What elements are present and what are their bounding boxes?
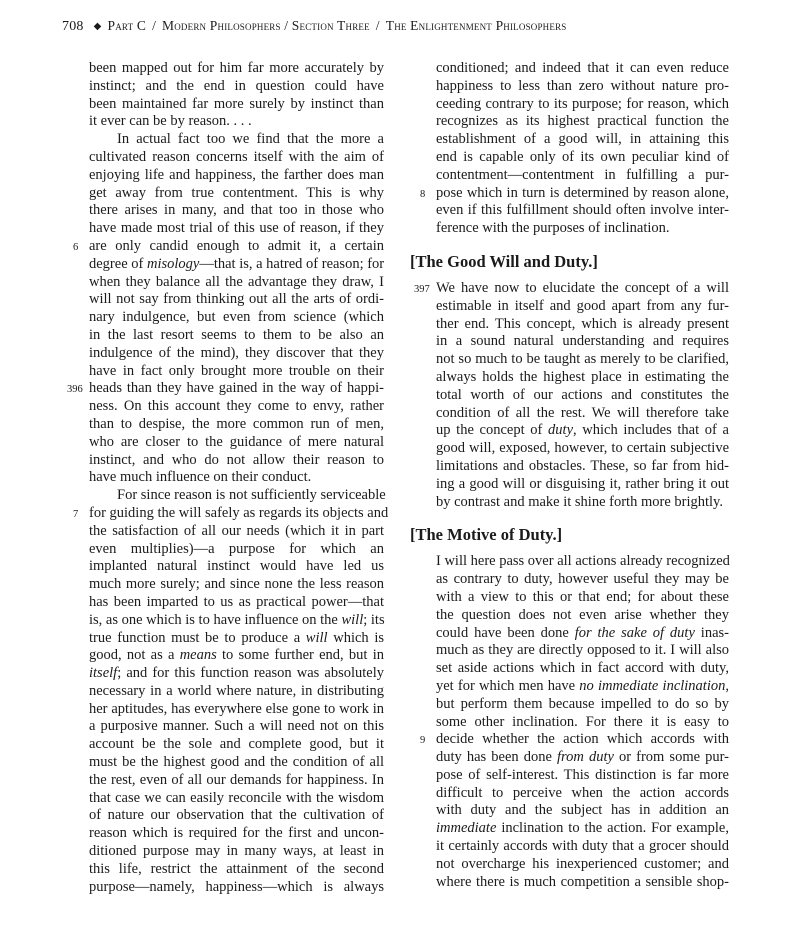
- text-line: always holds the highest place in estimating the: [436, 368, 729, 385]
- text-line: ing a good will or disguising it, rather bring it out: [436, 475, 729, 492]
- text-line: even if this fulfillment should often involve inter-: [436, 202, 729, 219]
- text-line: For since reason is not sufficiently serviceable: [117, 487, 386, 504]
- header-part: Part C: [107, 18, 147, 33]
- page-number: 708: [62, 19, 84, 34]
- text-line: limitations and obstacles. These, so far from hid-: [436, 457, 729, 474]
- text-line: ference with the purposes of inclination.: [436, 220, 670, 237]
- text-line: not overcharge his inexperienced customer; and: [436, 855, 729, 872]
- text-line: in a sound natural understanding and requires: [436, 333, 729, 350]
- text-line: ther end. This concept, which is already present: [436, 315, 729, 332]
- text-line: the rest, even of all our demands for happiness. In: [89, 771, 384, 788]
- diamond-ornament-icon: ◆: [93, 21, 102, 32]
- text-line: indulgence of the mind), they discover that they: [89, 344, 384, 361]
- text-line: conditioned; and indeed that it can even reduce: [436, 60, 729, 76]
- text-line: get away from true contentment. This is why: [89, 184, 384, 201]
- text-line: good, not as a means to some further end, but in: [89, 647, 384, 664]
- text-line: much as they are directly opposed to it. I will also: [436, 642, 729, 659]
- section-body-motive-of-duty: [420, 553, 730, 891]
- text-line: true function must be to produce a will which is: [89, 629, 384, 646]
- text-line: yet for which men have no immediate inclination,: [436, 677, 729, 694]
- text-line: degree of misology—that is, a hatred of reason; for: [89, 255, 385, 272]
- text-line: must be the highest good and the condition of all: [89, 754, 384, 771]
- text-line: cultivated reason concerns itself with the aim of: [89, 148, 384, 165]
- right-column-intro: [420, 60, 729, 238]
- text-line: decide whether the action which accords with 9: [436, 731, 729, 749]
- text-line: In actual fact too we find that the more a: [117, 131, 384, 148]
- text-line: condition of all the rest. We will therefore take: [436, 404, 729, 421]
- text-line: a purposive manner. Such a will need not on this: [89, 718, 384, 735]
- header-title: The Enlightenment Philosophers: [385, 18, 567, 33]
- text-line: good will, exposed, however, to certain subjective: [436, 440, 729, 457]
- text-line: has been imparted to us as practical power—that: [89, 593, 384, 610]
- text-line: itself; and for this function reason was absolutely: [89, 665, 384, 682]
- text-line: ceeding contrary to its purpose; for reason, which: [436, 95, 729, 112]
- marginal-page-number: 9: [420, 735, 426, 747]
- left-column: [67, 60, 389, 896]
- text-line: We have now to elucidate the concept of a will 397: [436, 280, 729, 298]
- text-line: when they balance all the advantage they draw, I: [89, 273, 384, 290]
- text-line: set aside actions which in fact accord with duty,: [436, 660, 729, 677]
- text-line: the satisfaction of all our needs (which it in part: [89, 522, 384, 539]
- text-line: pose of self-interest. This distinction is far more: [436, 766, 729, 783]
- text-line: for guiding the will safely as regards its objects and 7: [89, 505, 384, 523]
- text-line: her aptitudes, has everywhere else gone to work in: [89, 700, 384, 717]
- text-line: as contrary to duty, however useful they may be: [436, 571, 729, 588]
- text-line: this life, restrict the attainment of the second: [89, 860, 384, 877]
- marginal-page-number: 8: [420, 188, 426, 200]
- text-line: will not say from thinking out all the arts of ordi-: [89, 291, 384, 308]
- text-line: there arises in many, and that too in those who: [89, 202, 384, 219]
- text-line: with duty and the subject has in addition an: [436, 802, 729, 819]
- text-line: heads than they have gained in the way of happi- 396: [89, 380, 384, 398]
- text-line: than to despise, the more common run of men,: [89, 415, 384, 432]
- text-line: up the concept of duty, which includes that of a: [436, 422, 729, 439]
- text-line: estimable in itself and good apart from any fur-: [436, 297, 729, 314]
- right-column: [410, 60, 730, 891]
- text-line: enjoying life and happiness, the farther does man: [89, 166, 384, 183]
- text-line: recognizes as its highest practical function the: [436, 113, 729, 130]
- text-line: immediate inclination to the action. For example,: [436, 820, 729, 837]
- text-line: by contrast and make it shine forth more brightly.: [436, 493, 723, 510]
- marginal-page-number: 397: [414, 283, 430, 295]
- text-line: purpose—namely, happiness—which is always: [89, 878, 384, 895]
- text-line: reason which is required for the first and uncon-: [89, 825, 384, 842]
- text-line: have much influence on their conduct.: [89, 469, 312, 486]
- text-line: account be the sole and complete good, but it: [89, 736, 384, 753]
- text-line: that case we can easily reconcile with the wisdom: [89, 789, 384, 806]
- text-line: establishment of a good will, in attaining this: [436, 131, 729, 148]
- text-line: ditioned purpose may in many ways, at least in: [89, 843, 384, 860]
- text-line: have made most trial of this use of reason, if they: [89, 220, 384, 237]
- text-line: difficult to perceive when the action accords: [436, 784, 729, 801]
- text-line: end is capable only of its own peculiar kind of: [436, 148, 729, 165]
- text-line: not so much to be taught as merely to be clarified,: [436, 351, 729, 368]
- text-line: are only candid enough to admit it, a certain 6: [89, 238, 384, 256]
- text-line: could have been done for the sake of duty inas-: [436, 624, 729, 641]
- text-line: some other inclination. For there it is easy to: [436, 713, 729, 730]
- text-line: the question does not even arise whether they: [436, 606, 729, 623]
- text-line: it ever can be by reason. . . .: [89, 113, 252, 130]
- text-line: who are closer to the guidance of mere natural: [89, 433, 384, 450]
- text-line: contentment—contentment in fulfilling a pur-: [436, 166, 729, 183]
- header-section: Modern Philosophers / Section Three: [162, 18, 370, 33]
- text-line: nary indulgence, but even from science (which: [89, 309, 384, 326]
- header-separator: /: [152, 18, 157, 33]
- text-line: total worth of our actions and constitutes the: [436, 386, 729, 403]
- text-line: where there is much competition a sensible shop-: [436, 873, 729, 890]
- marginal-page-number: 396: [67, 384, 83, 396]
- text-line: ness. On this account they come to envy, rather: [89, 398, 384, 415]
- text-line: been mapped out for him far more accurately by: [89, 60, 384, 76]
- text-line: is, as one which is to have influence on the will; its: [89, 611, 385, 628]
- text-line: with a view to this or that end; for about these: [436, 588, 729, 605]
- text-line: I will here pass over all actions already recognized: [436, 553, 730, 570]
- section-body-good-will: [414, 279, 729, 511]
- text-line: been maintained far more surely by instinct than: [89, 95, 384, 112]
- section-heading-motive-of-duty: [The Motive of Duty.]: [410, 525, 563, 545]
- text-line: have in fact only brought more trouble on their: [89, 362, 384, 379]
- marginal-page-number: 6: [73, 241, 79, 253]
- text-line: pose which in turn is determined by reason alone, 8: [436, 185, 729, 203]
- text-line: happiness to less than zero without nature pro-: [436, 77, 729, 94]
- text-line: much more surely; and since none the less reason: [89, 576, 384, 593]
- text-line: instinct, and who do not allow their reason to: [89, 451, 384, 468]
- text-line: necessary in a world where nature, in distributing: [89, 682, 384, 699]
- text-line: duty has been done from duty or from some pur-: [436, 749, 729, 766]
- running-header: [62, 18, 742, 35]
- header-separator: /: [375, 18, 380, 33]
- text-line: in the last resort seems to them to be also an: [89, 326, 384, 343]
- text-line: even multiplies)—a purpose for which an: [89, 540, 384, 557]
- text-line: implanted natural instinct would have led us: [89, 558, 384, 575]
- text-line: instinct; and the end in question could have: [89, 77, 384, 94]
- marginal-page-number: 7: [73, 508, 79, 520]
- section-heading-good-will: [The Good Will and Duty.]: [410, 251, 598, 271]
- text-line: of nature our observation that the cultivation of: [89, 807, 384, 824]
- text-line: it certainly accords with duty that a grocer should: [436, 838, 729, 855]
- text-line: but perform them because impelled to do so by: [436, 695, 729, 712]
